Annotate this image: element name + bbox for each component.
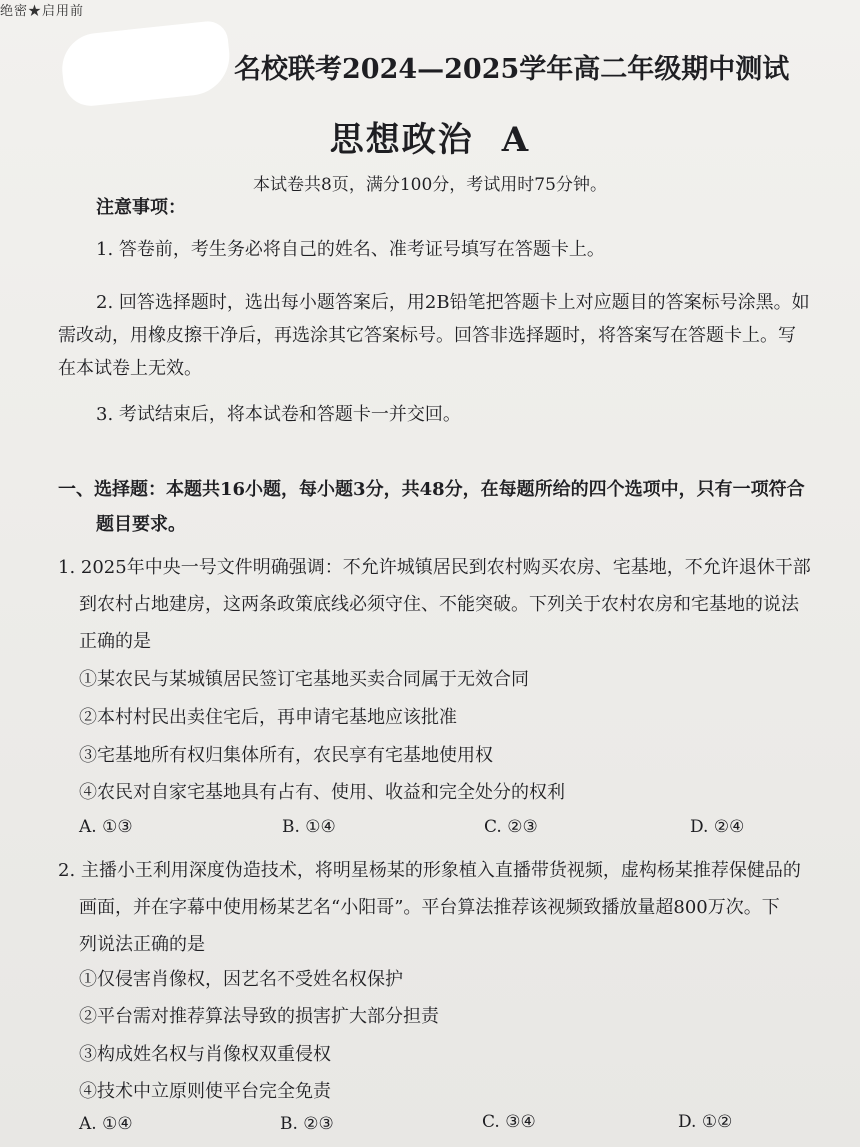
question-stem: 正确的是 (79, 631, 151, 652)
question-stem: 2. 主播小王利用深度伪造技术，将明星杨某的形象植入直播带货视频，虚构杨某推荐保健品的 (58, 860, 801, 881)
question-stem: 1. 2025年中央一号文件明确强调：不允许城镇居民到农村购买农房、宅基地，不允许退休干部 (58, 557, 811, 578)
answer-choice-a: A. ①④ (79, 1114, 133, 1134)
answer-choice-c: C. ②③ (484, 817, 538, 837)
answer-choice-d: D. ②④ (690, 817, 745, 837)
note-line: 在本试卷上无效。 (58, 358, 202, 379)
exam-title: 名校联考2024—2025学年高二年级期中测试 (234, 54, 790, 85)
section-heading: 题目要求。 (96, 514, 186, 535)
note-line: 3. 考试结束后，将本试卷和答题卡一并交回。 (96, 404, 461, 425)
redaction-mark (59, 19, 234, 108)
security-label: 绝密★启用前 (0, 4, 85, 19)
note-line: 需改动，用橡皮擦干净后，再选涂其它答案标号。回答非选择题时，将答案写在答题卡上。写 (58, 325, 796, 346)
version-label: A (501, 120, 531, 160)
statement-item: ④农民对自家宅基地具有占有、使用、收益和完全处分的权利 (79, 782, 565, 803)
note-line: 2. 回答选择题时，选出每小题答案后，用2B铅笔把答题卡上对应题目的答案标号涂黑。如 (96, 292, 810, 313)
statement-item: ①仅侵害肖像权，因艺名不受姓名权保护 (79, 969, 403, 990)
answer-choice-c: C. ③④ (482, 1112, 536, 1132)
statement-item: ②平台需对推荐算法导致的损害扩大部分担责 (79, 1006, 439, 1027)
statement-item: ④技术中立原则使平台完全免责 (79, 1081, 331, 1102)
answer-choice-d: D. ①② (678, 1112, 733, 1132)
question-stem: 到农村占地建房，这两条政策底线必须守住、不能突破。下列关于农村农房和宅基地的说法 (79, 594, 799, 615)
answer-choice-b: B. ①④ (282, 817, 336, 837)
note-line: 1. 答卷前，考生务必将自己的姓名、准考证号填写在答题卡上。 (96, 239, 605, 260)
answer-choice-b: B. ②③ (280, 1114, 334, 1134)
statement-item: ③宅基地所有权归集体所有，农民享有宅基地使用权 (79, 745, 493, 766)
subject-title (0, 112, 860, 161)
statement-item: ③构成姓名权与肖像权双重侵权 (79, 1044, 331, 1065)
subject-name: 思想政治 (329, 120, 474, 160)
statement-item: ②本村村民出卖住宅后，再申请宅基地应该批准 (79, 707, 457, 728)
exam-info: 本试卷共8页，满分100分，考试用时75分钟。 (253, 175, 607, 195)
statement-item: ①某农民与某城镇居民签订宅基地买卖合同属于无效合同 (79, 669, 529, 690)
answer-choice-a: A. ①③ (79, 817, 133, 837)
notes-heading: 注意事项： (96, 197, 186, 218)
section-heading: 一、选择题：本题共16小题，每小题3分，共48分，在每题所给的四个选项中，只有一项符合 (58, 479, 805, 500)
question-stem: 画面，并在字幕中使用杨某艺名“小阳哥”。平台算法推荐该视频致播放量超800万次。下 (79, 897, 780, 918)
question-stem: 列说法正确的是 (79, 934, 205, 955)
